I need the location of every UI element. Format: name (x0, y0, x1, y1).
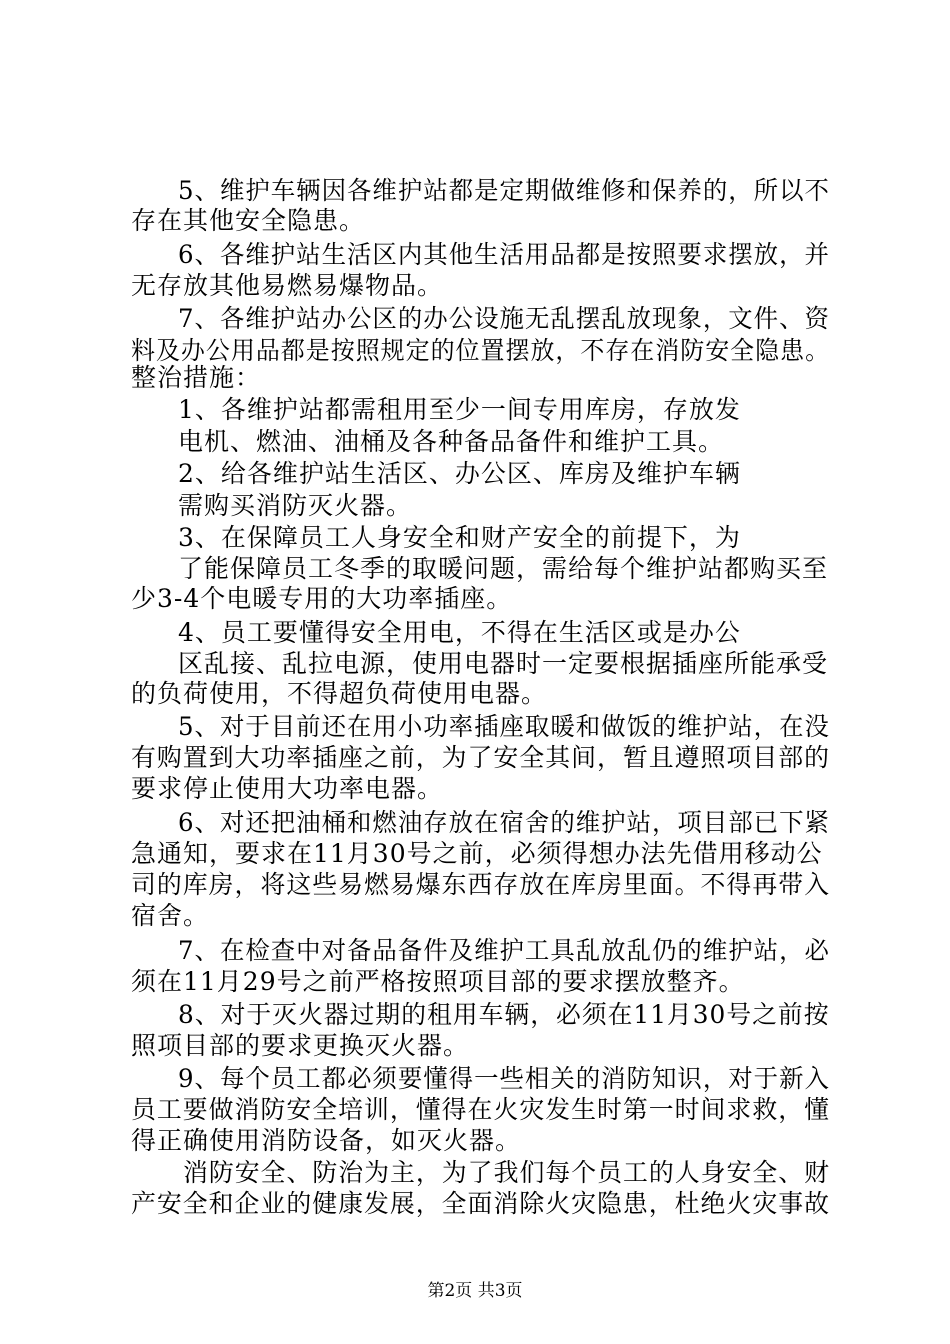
body-line: 存在其他安全隐患。 (131, 206, 366, 235)
body-line: 需购买消防灭火器。 (178, 491, 413, 520)
body-line: 7、在检查中对备品备件及维护工具乱放乱仍的维护站，必 (178, 936, 830, 965)
body-line: 1、各维护站都需租用至少一间专用库房，存放发 (178, 395, 741, 424)
body-line: 得正确使用消防设备，如灭火器。 (131, 1126, 522, 1155)
body-line: 区乱接、乱拉电源，使用电器时一定要根据插座所能承受 (178, 649, 829, 678)
body-line: 8、对于灭火器过期的租用车辆，必须在11月30号之前按 (178, 1000, 830, 1029)
body-line: 电机、燃油、油桶及各种备品备件和维护工具。 (178, 427, 725, 456)
body-line: 5、对于目前还在用小功率插座取暖和做饭的维护站，在没 (178, 712, 830, 741)
body-line: 产安全和企业的健康发展，全面消除火灾隐患，杜绝火灾事故 (131, 1189, 830, 1218)
body-line: 9、每个员工都必须要懂得一些相关的消防知识，对于新入 (178, 1064, 830, 1093)
body-line: 员工要做消防安全培训，懂得在火灾发生时第一时间求救，懂 (131, 1095, 830, 1124)
page-footer: 第2页 共3页 (427, 1281, 523, 1301)
body-line: 4、员工要懂得安全用电，不得在生活区或是办公 (178, 618, 741, 647)
body-line: 消防安全、防治为主，为了我们每个员工的人身安全、财 (183, 1158, 831, 1187)
body-line: 2、给各维护站生活区、办公区、库房及维护车辆 (178, 459, 741, 488)
body-line: 5、维护车辆因各维护站都是定期做维修和保养的，所以不 (178, 176, 830, 205)
body-line: 宿舍。 (131, 901, 210, 930)
body-line: 6、各维护站生活区内其他生活用品都是按照要求摆放，并 (178, 240, 830, 269)
body-line: 无存放其他易燃易爆物品。 (131, 271, 444, 300)
body-line: 要求停止使用大功率电器。 (131, 774, 444, 803)
body-line: 少3-4个电暖专用的大功率插座。 (131, 584, 513, 613)
body-line: 有购置到大功率插座之前，为了安全其间，暂且遵照项目部的 (131, 743, 830, 772)
body-line: 料及办公用品都是按照规定的位置摆放，不存在消防安全隐患。 (131, 336, 831, 365)
body-line: 了能保障员工冬季的取暖问题，需给每个维护站都购买至 (178, 554, 829, 583)
body-line: 须在11月29号之前严格按照项目部的要求摆放整齐。 (131, 967, 745, 996)
body-line: 急通知，要求在11月30号之前，必须得想办法先借用移动公 (131, 839, 823, 868)
body-line: 3、在保障员工人身安全和财产安全的前提下，为 (178, 523, 741, 552)
section-heading: 整治措施： (131, 363, 262, 392)
body-line: 司的库房，将这些易燃易爆东西存放在库房里面。不得再带入 (131, 870, 830, 899)
body-line: 的负荷使用，不得超负荷使用电器。 (131, 679, 548, 708)
body-line: 7、各维护站办公区的办公设施无乱摆乱放现象，文件、资 (178, 304, 830, 333)
body-line: 照项目部的要求更换灭火器。 (131, 1031, 470, 1060)
body-line: 6、对还把油桶和燃油存放在宿舍的维护站，项目部已下紧 (178, 808, 830, 837)
